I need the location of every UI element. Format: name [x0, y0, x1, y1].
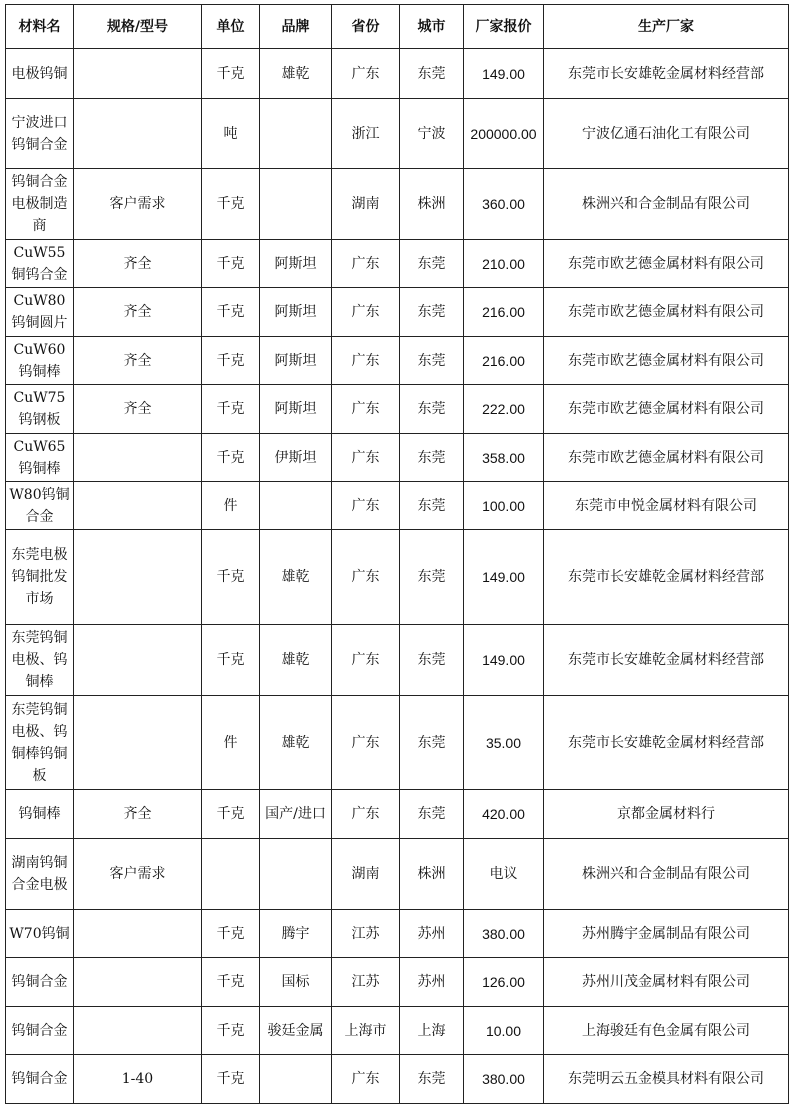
price-table: [5, 4, 789, 1104]
maker-cell: 东莞市长安雄乾金属材料经营部: [544, 696, 789, 790]
province-cell: 江苏: [332, 958, 400, 1007]
material-name-cell: CuW75钨钢板: [6, 385, 74, 434]
price-cell: 380.00: [464, 910, 544, 958]
unit-cell: 千克: [202, 240, 260, 288]
province-cell: 浙江: [332, 99, 400, 169]
table-row: [6, 1055, 789, 1104]
unit-cell: 千克: [202, 49, 260, 99]
header-province: 省份: [332, 5, 400, 49]
spec-cell: 1-40: [74, 1055, 202, 1104]
brand-cell: [260, 169, 332, 240]
brand-cell: 阿斯坦: [260, 240, 332, 288]
city-cell: 东莞: [400, 790, 464, 839]
header-spec: 规格/型号: [74, 5, 202, 49]
spec-cell: 客户需求: [74, 169, 202, 240]
city-cell: 苏州: [400, 910, 464, 958]
material-name-cell: 湖南钨铜合金电极: [6, 839, 74, 910]
spec-cell: 齐全: [74, 288, 202, 337]
material-name-cell: 宁波进口钨铜合金: [6, 99, 74, 169]
spec-cell: 齐全: [74, 240, 202, 288]
spec-cell: [74, 1007, 202, 1055]
material-name-cell: CuW65钨铜棒: [6, 434, 74, 482]
maker-cell: 东莞市长安雄乾金属材料经营部: [544, 625, 789, 696]
brand-cell: [260, 839, 332, 910]
spec-cell: [74, 99, 202, 169]
header-price: 厂家报价: [464, 5, 544, 49]
province-cell: 广东: [332, 530, 400, 625]
spec-cell: 齐全: [74, 385, 202, 434]
brand-cell: 阿斯坦: [260, 385, 332, 434]
table-row: [6, 49, 789, 99]
header-row: [6, 5, 789, 49]
table-row: [6, 288, 789, 337]
province-cell: 广东: [332, 240, 400, 288]
table-row: [6, 482, 789, 530]
price-cell: 149.00: [464, 49, 544, 99]
province-cell: 广东: [332, 385, 400, 434]
maker-cell: 东莞市欧艺德金属材料有限公司: [544, 337, 789, 385]
province-cell: 广东: [332, 337, 400, 385]
maker-cell: 东莞市欧艺德金属材料有限公司: [544, 434, 789, 482]
spec-cell: [74, 49, 202, 99]
header-city: 城市: [400, 5, 464, 49]
city-cell: 东莞: [400, 530, 464, 625]
unit-cell: 千克: [202, 790, 260, 839]
material-name-cell: 钨铜合金: [6, 1007, 74, 1055]
maker-cell: 宁波亿通石油化工有限公司: [544, 99, 789, 169]
maker-cell: 东莞明云五金模具材料有限公司: [544, 1055, 789, 1104]
maker-cell: 苏州川茂金属材料有限公司: [544, 958, 789, 1007]
spec-cell: [74, 958, 202, 1007]
province-cell: 江苏: [332, 910, 400, 958]
maker-cell: 东莞市长安雄乾金属材料经营部: [544, 530, 789, 625]
material-name-cell: CuW60钨铜棒: [6, 337, 74, 385]
table-row: [6, 99, 789, 169]
price-cell: 222.00: [464, 385, 544, 434]
unit-cell: 千克: [202, 958, 260, 1007]
province-cell: 广东: [332, 625, 400, 696]
material-name-cell: 东莞电极钨铜批发市场: [6, 530, 74, 625]
material-name-cell: W70钨铜: [6, 910, 74, 958]
maker-cell: 东莞市申悦金属材料有限公司: [544, 482, 789, 530]
spec-cell: [74, 434, 202, 482]
maker-cell: 株洲兴和合金制品有限公司: [544, 839, 789, 910]
brand-cell: 腾宇: [260, 910, 332, 958]
unit-cell: 千克: [202, 625, 260, 696]
spec-cell: 客户需求: [74, 839, 202, 910]
unit-cell: 千克: [202, 385, 260, 434]
material-name-cell: 钨铜合金: [6, 958, 74, 1007]
city-cell: 宁波: [400, 99, 464, 169]
city-cell: 东莞: [400, 696, 464, 790]
unit-cell: 千克: [202, 337, 260, 385]
unit-cell: 吨: [202, 99, 260, 169]
brand-cell: 国产/进口: [260, 790, 332, 839]
province-cell: 湖南: [332, 169, 400, 240]
unit-cell: 件: [202, 696, 260, 790]
spec-cell: [74, 696, 202, 790]
unit-cell: 千克: [202, 434, 260, 482]
material-name-cell: CuW80钨铜圆片: [6, 288, 74, 337]
province-cell: 广东: [332, 288, 400, 337]
table-row: [6, 530, 789, 625]
material-name-cell: 东莞钨铜电极、钨铜棒钨铜板: [6, 696, 74, 790]
price-cell: 100.00: [464, 482, 544, 530]
province-cell: 广东: [332, 790, 400, 839]
price-cell: 210.00: [464, 240, 544, 288]
header-material: 材料名: [6, 5, 74, 49]
header-unit: 单位: [202, 5, 260, 49]
table-row: [6, 839, 789, 910]
table-row: [6, 240, 789, 288]
header-maker: 生产厂家: [544, 5, 789, 49]
maker-cell: 东莞市欧艺德金属材料有限公司: [544, 385, 789, 434]
province-cell: 湖南: [332, 839, 400, 910]
price-cell: 216.00: [464, 337, 544, 385]
unit-cell: 千克: [202, 169, 260, 240]
maker-cell: 东莞市欧艺德金属材料有限公司: [544, 288, 789, 337]
price-cell: 380.00: [464, 1055, 544, 1104]
spec-cell: 齐全: [74, 337, 202, 385]
material-name-cell: 钨铜棒: [6, 790, 74, 839]
price-cell: 358.00: [464, 434, 544, 482]
table-row: [6, 169, 789, 240]
spec-cell: [74, 530, 202, 625]
unit-cell: 千克: [202, 288, 260, 337]
unit-cell: 千克: [202, 910, 260, 958]
city-cell: 东莞: [400, 385, 464, 434]
city-cell: 东莞: [400, 337, 464, 385]
material-name-cell: W80钨铜合金: [6, 482, 74, 530]
brand-cell: 雄乾: [260, 625, 332, 696]
unit-cell: 千克: [202, 530, 260, 625]
material-name-cell: CuW55铜钨合金: [6, 240, 74, 288]
header-brand: 品牌: [260, 5, 332, 49]
city-cell: 东莞: [400, 625, 464, 696]
price-cell: 360.00: [464, 169, 544, 240]
maker-cell: 东莞市欧艺德金属材料有限公司: [544, 240, 789, 288]
price-cell: 10.00: [464, 1007, 544, 1055]
spec-cell: [74, 625, 202, 696]
table-row: [6, 385, 789, 434]
spec-cell: [74, 482, 202, 530]
maker-cell: 东莞市长安雄乾金属材料经营部: [544, 49, 789, 99]
unit-cell: [202, 839, 260, 910]
material-name-cell: 钨铜合金: [6, 1055, 74, 1104]
brand-cell: 伊斯坦: [260, 434, 332, 482]
brand-cell: [260, 482, 332, 530]
material-name-cell: 东莞钨铜电极、钨铜棒: [6, 625, 74, 696]
material-name-cell: 钨铜合金电极制造商: [6, 169, 74, 240]
unit-cell: 千克: [202, 1055, 260, 1104]
table-row: [6, 910, 789, 958]
price-cell: 149.00: [464, 625, 544, 696]
maker-cell: 株洲兴和合金制品有限公司: [544, 169, 789, 240]
material-name-cell: 电极钨铜: [6, 49, 74, 99]
price-cell: 149.00: [464, 530, 544, 625]
province-cell: 广东: [332, 696, 400, 790]
table-row: [6, 625, 789, 696]
spec-cell: 齐全: [74, 790, 202, 839]
maker-cell: 上海骏廷有色金属有限公司: [544, 1007, 789, 1055]
table-row: [6, 790, 789, 839]
brand-cell: 阿斯坦: [260, 337, 332, 385]
price-cell: 126.00: [464, 958, 544, 1007]
province-cell: 广东: [332, 434, 400, 482]
table-row: [6, 696, 789, 790]
city-cell: 东莞: [400, 240, 464, 288]
city-cell: 株洲: [400, 169, 464, 240]
province-cell: 广东: [332, 1055, 400, 1104]
city-cell: 苏州: [400, 958, 464, 1007]
table-row: [6, 1007, 789, 1055]
city-cell: 东莞: [400, 434, 464, 482]
city-cell: 上海: [400, 1007, 464, 1055]
price-cell: 200000.00: [464, 99, 544, 169]
brand-cell: 国标: [260, 958, 332, 1007]
price-cell: 420.00: [464, 790, 544, 839]
brand-cell: 阿斯坦: [260, 288, 332, 337]
city-cell: 东莞: [400, 49, 464, 99]
province-cell: 广东: [332, 49, 400, 99]
unit-cell: 千克: [202, 1007, 260, 1055]
province-cell: 广东: [332, 482, 400, 530]
brand-cell: 雄乾: [260, 49, 332, 99]
maker-cell: 京都金属材料行: [544, 790, 789, 839]
price-cell: 216.00: [464, 288, 544, 337]
brand-cell: 雄乾: [260, 696, 332, 790]
city-cell: 东莞: [400, 288, 464, 337]
city-cell: 东莞: [400, 1055, 464, 1104]
table-row: [6, 337, 789, 385]
price-cell: 35.00: [464, 696, 544, 790]
price-cell: 电议: [464, 839, 544, 910]
brand-cell: [260, 99, 332, 169]
city-cell: 东莞: [400, 482, 464, 530]
table-row: [6, 434, 789, 482]
city-cell: 株洲: [400, 839, 464, 910]
unit-cell: 件: [202, 482, 260, 530]
brand-cell: [260, 1055, 332, 1104]
maker-cell: 苏州腾宇金属制品有限公司: [544, 910, 789, 958]
brand-cell: 骏廷金属: [260, 1007, 332, 1055]
table-row: [6, 958, 789, 1007]
brand-cell: 雄乾: [260, 530, 332, 625]
spec-cell: [74, 910, 202, 958]
province-cell: 上海市: [332, 1007, 400, 1055]
